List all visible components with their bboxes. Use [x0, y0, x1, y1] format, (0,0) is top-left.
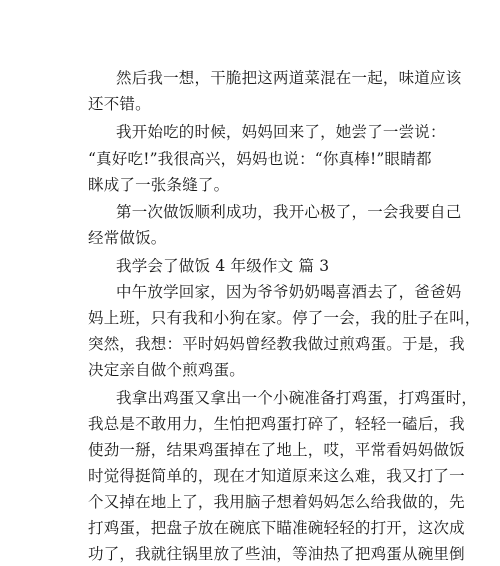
paragraph-1-line-2: 还不错。: [88, 95, 151, 113]
paragraph-3-line-2: 经常做饭。: [88, 229, 167, 247]
paragraph-2-line-2: “真好吃!”我很高兴，妈妈也说：“你真棒!”眼睛都: [88, 150, 432, 168]
paragraph-5-line-6: 打鸡蛋，把盘子放在碗底下瞄准碗轻轻的打开，这次成: [88, 519, 465, 537]
paragraph-5-line-2: 我总是不敢用力，生怕把鸡蛋打碎了，轻轻一磕后，我: [88, 415, 465, 433]
paragraph-5-line-3: 使劲一掰，结果鸡蛋掉在了地上，哎，平常看妈妈做饭: [88, 441, 465, 459]
paragraph-4-line-3: 突然，我想：平时妈妈曾经教我做过煎鸡蛋。于是，我: [88, 335, 465, 353]
paragraph-5-line-1: 我拿出鸡蛋又拿出一个小碗准备打鸡蛋，打鸡蛋时，: [116, 389, 478, 407]
paragraph-5-line-4: 时觉得挺简单的，现在才知道原来这么难，我又打了一: [88, 467, 465, 485]
paragraph-4-line-4: 决定亲自做个煎鸡蛋。: [88, 361, 246, 379]
paragraph-4-line-1: 中午放学回家，因为爷爷奶奶喝喜酒去了，爸爸妈: [116, 283, 462, 301]
paragraph-1-line-1: 然后我一想，干脆把这两道菜混在一起，味道应该: [116, 69, 462, 87]
paragraph-4-line-2: 妈上班，只有我和小狗在家。停了一会，我的肚子在叫，: [88, 309, 481, 327]
paragraph-2-line-3: 眯成了一张条缝了。: [88, 176, 230, 194]
paragraph-3-line-1: 第一次做饭顺利成功，我开心极了，一会我要自己: [116, 203, 462, 221]
section-heading: 我学会了做饭 4 年级作文 篇 3: [116, 257, 330, 275]
paragraph-2-line-1: 我开始吃的时候，妈妈回来了，她尝了一尝说：: [116, 123, 446, 141]
paragraph-5-line-5: 个又掉在地上了，我用脑子想着妈妈怎么给我做的，先: [88, 493, 465, 511]
paragraph-5-line-7: 功了，我就往锅里放了些油，等油热了把鸡蛋从碗里倒: [88, 545, 465, 563]
